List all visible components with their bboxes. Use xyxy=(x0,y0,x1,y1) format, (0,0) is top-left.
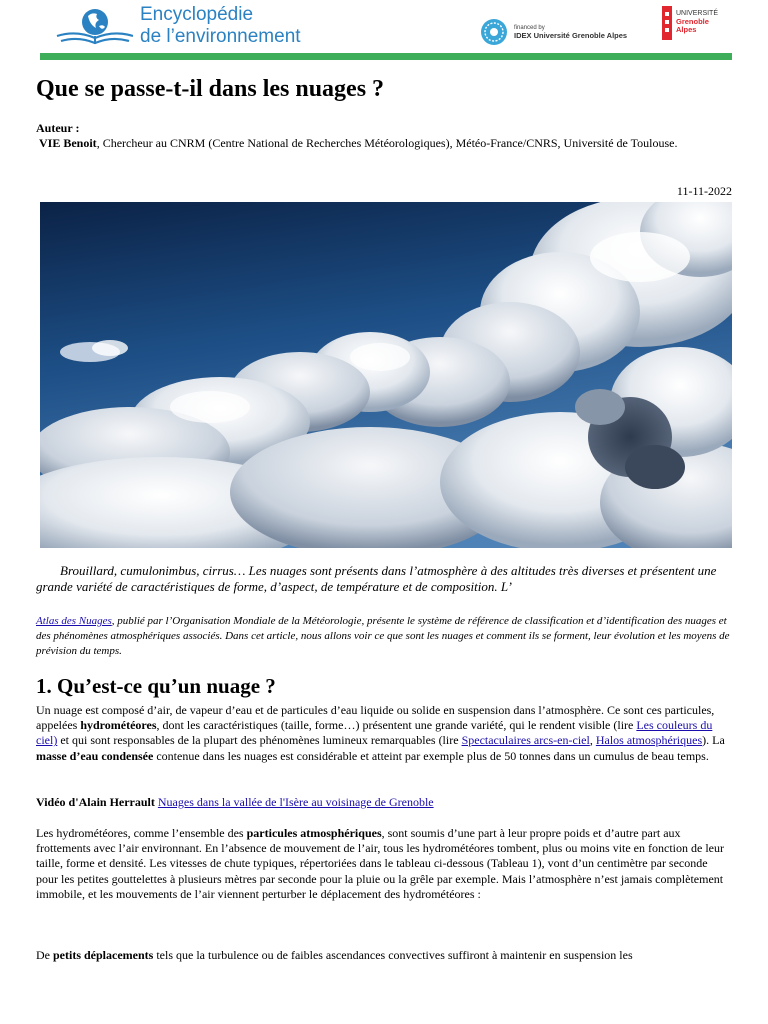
author-line xyxy=(36,136,732,151)
section1-paragraph3 xyxy=(36,948,732,963)
page-title: Que se passe-t-il dans les nuages ? xyxy=(36,76,385,102)
section1-paragraph2 xyxy=(36,826,732,902)
atlas-link[interactable]: Atlas des Nuages xyxy=(36,615,112,627)
atlas-paragraph xyxy=(36,614,732,659)
globe-book-logo-icon[interactable] xyxy=(55,6,133,46)
clouds-photo xyxy=(40,202,732,548)
author-affiliation: , Chercheur au CNRM (Centre National de Recherches Météorologiques), Météo-France/CNRS, Université de Toulouse. xyxy=(96,136,678,150)
link-couleurs-du-ciel[interactable]: Les couleurs du ciel) xyxy=(36,718,713,748)
uga-line3: Alpes xyxy=(676,25,697,34)
p1-text-a: Un nuage est composé d’air, de vapeur d’eau et de particules d’eau liquide ou solide en suspension dans l’atmosphère. Ce sont ces particules, appelées xyxy=(36,703,715,733)
p1-term-masse-eau: masse d’eau condensée xyxy=(36,748,154,763)
p3-text-a: De xyxy=(36,948,53,962)
p1-text-c: , dont les caractéristiques (taille, forme…) présentent une grande variété, qui le rendent visible (lire xyxy=(156,718,637,733)
p1-text-e: , xyxy=(589,733,596,748)
video-line xyxy=(36,795,732,810)
atlas-text: , publié par l’Organisation Mondiale de la Météorologie, présente le système de référence de classification et d’identification des nuages et des phénomènes atmosphériques associés. Dans cet article, nous allons voir ce que sont les nuages et comment ils se forment, leur évolution et les moyens de prévision du temps. xyxy=(36,615,730,657)
site-title-line2: de l’environnement xyxy=(140,26,301,47)
idex-sponsor-text xyxy=(514,25,627,39)
p3-text-c: tels que la turbulence ou de faibles ascendances convectives suffiront à maintenir en suspension les xyxy=(153,948,633,962)
intro-paragraph: Brouillard, cumulonimbus, cirrus… Les nuages sont présents dans l’atmosphère à des altitudes très diverses et présentent une grande variété de caractéristiques de forme, d’aspect, de température et de composition. L’ xyxy=(36,563,717,594)
p2-term-particules: particules atmosphériques xyxy=(246,826,382,840)
video-link[interactable]: Nuages dans la vallée de l'Isère au voisinage de Grenoble xyxy=(157,795,434,809)
section-heading: 1. Qu’est-ce qu’un nuage ? xyxy=(36,674,276,698)
link-arcs-en-ciel[interactable]: Spectaculaires arcs-en-ciel xyxy=(461,733,590,748)
site-title-line1: Encyclopédie xyxy=(140,4,254,25)
p1-text-f: ). La xyxy=(702,733,725,748)
link-halos[interactable]: Halos atmosphériques xyxy=(595,733,703,748)
author-block xyxy=(36,121,732,151)
p1-text-h: contenue dans les nuages est considérable et atteint par exemple plus de 50 tonnes dans un cumulus de beau temps. xyxy=(153,748,709,763)
financed-by-label: financed by xyxy=(514,25,545,31)
p3-term-petits-deplacements: petits déplacements xyxy=(53,948,154,962)
author-label: Auteur : xyxy=(36,121,80,135)
p1-term-hydrometeores: hydrométéores xyxy=(80,718,157,733)
uga-line1: UNIVERSITÉ xyxy=(676,10,719,17)
section1-paragraph1 xyxy=(36,703,732,764)
p2-text-c: , sont soumis d’une part à leur propre poids et d’autre part aux frottements avec l’air environnant. En l’absence de mouvement de l’air, tous les hydrométéores tombent, plus ou moins vite en fonction de leur taille, forme et densité. Les vitesses de chute typiques, répertoriées dans le tableau ci-dessous (Tableau 1), vont d’un centimètre par seconde pour les petites gouttelettes à plusieurs mètres par seconde pour la pluie ou la grêle par exemple. Mais l’atmosphère n’est jamais complètement immobile, et les mouvements de l’air viennent perturber le déplacement des hydrométéores : xyxy=(36,826,724,901)
site-title[interactable] xyxy=(140,4,301,48)
hero-image xyxy=(40,202,732,548)
site-header xyxy=(40,0,732,60)
idex-name: IDEX Université Grenoble Alpes xyxy=(514,31,628,40)
idex-logo-icon xyxy=(480,18,508,46)
publication-date: 11-11-2022 xyxy=(676,184,732,198)
p2-text-a: Les hydrométéores, comme l’ensemble des xyxy=(36,826,247,840)
author-name: VIE Benoit xyxy=(39,136,97,150)
uga-name xyxy=(676,10,718,34)
p1-text-d: et qui sont responsables de la plupart des phénomènes lumineux remarquables (lire xyxy=(57,733,462,748)
header-divider xyxy=(40,53,732,60)
uga-line2: Grenoble xyxy=(676,17,709,26)
video-label: Vidéo d'Alain Herrault xyxy=(36,795,155,809)
